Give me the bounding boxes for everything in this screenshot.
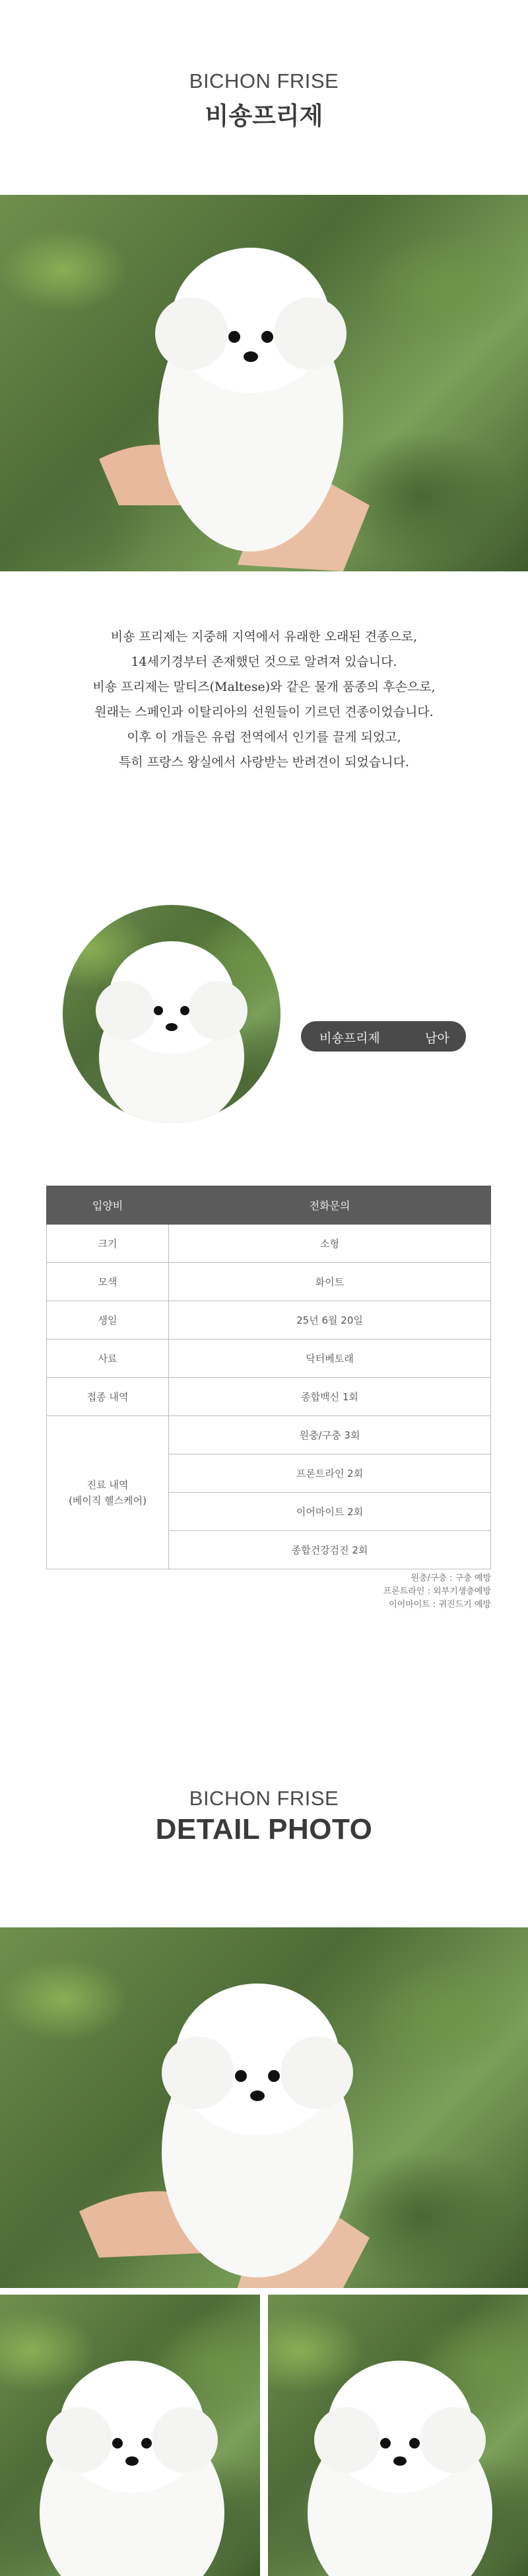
info-table: [46, 1186, 491, 1569]
intro-line: 비숑 프리제는 말티즈(Maltese)와 같은 물개 품종의 후손으로,: [92, 680, 436, 694]
dog-illustration: [63, 905, 280, 1123]
detail-dog-photo-right: [268, 2295, 528, 2576]
row-value: 25년 6월 20일: [169, 1301, 491, 1340]
detail-subtitle: BICHON FRISE: [189, 1787, 339, 1810]
intro-line: 원래는 스페인과 이탈리아의 선원들이 기르던 견종이었습니다.: [94, 705, 434, 719]
row-label: 접종 내역: [47, 1378, 169, 1416]
header-subtitle: BICHON FRISE: [189, 69, 339, 92]
row-value: 닥터베토래: [169, 1340, 491, 1378]
table-row: [47, 1263, 491, 1301]
medical-value: 프론트라인 2회: [169, 1454, 491, 1493]
row-label: 생일: [47, 1301, 169, 1340]
medical-label: [47, 1416, 169, 1569]
header-title: 비숑프리제: [205, 102, 323, 130]
dog-illustration: [0, 1927, 528, 2288]
intro-text: [0, 624, 528, 775]
detail-title: DETAIL PHOTO: [155, 1813, 373, 1845]
intro-line: 특히 프랑스 왕실에서 사랑받는 반려견이 되었습니다.: [118, 755, 410, 769]
dog-illustration: [0, 2295, 260, 2576]
medical-value: 원충/구충 3회: [169, 1416, 491, 1454]
table-row: [47, 1378, 491, 1416]
medical-label-line: 진료 내역: [86, 1478, 129, 1491]
medical-label-line: (베이직 헬스케어): [69, 1494, 147, 1507]
note-line: 원충/구충 : 구충 예방: [411, 1573, 491, 1583]
profile-dog-photo: [63, 905, 280, 1123]
table-header-row: [47, 1186, 491, 1225]
intro-line: 이후 이 개들은 유럽 전역에서 인기를 끌게 되었고,: [127, 730, 401, 744]
note-line: 프론트라인 : 외부기생충예방: [383, 1587, 491, 1596]
gender-label: 남아: [425, 1031, 449, 1046]
intro-line: 14세기경부터 존재했던 것으로 알려져 있습니다.: [131, 655, 397, 669]
table-row: [47, 1416, 491, 1454]
row-label: 크기: [47, 1225, 169, 1263]
hero-dog-photo: [0, 195, 528, 571]
dog-illustration: [268, 2295, 528, 2576]
row-value: 화이트: [169, 1263, 491, 1301]
header-adoption-fee: 입양비: [47, 1186, 169, 1225]
medical-value: 이어마이트 2회: [169, 1493, 491, 1531]
row-label: 모색: [47, 1263, 169, 1301]
table-row: [47, 1225, 491, 1263]
header-phone-inquiry: 전화문의: [169, 1186, 491, 1225]
profile-badge: [301, 1021, 466, 1052]
medical-value: 종합건강검진 2회: [169, 1531, 491, 1569]
note-line: 이어마이트 : 귀진드기 예방: [389, 1600, 491, 1610]
detail-dog-photo-left: [0, 2295, 260, 2576]
table-row: [47, 1301, 491, 1340]
row-value: 종합백신 1회: [169, 1378, 491, 1416]
row-label: 사료: [47, 1340, 169, 1378]
dog-illustration: [0, 195, 528, 571]
row-value: 소형: [169, 1225, 491, 1263]
intro-line: 비숑 프리제는 지중해 지역에서 유래한 오래된 견종으로,: [110, 629, 418, 644]
table-row: [47, 1340, 491, 1378]
breed-label: 비숑프리제: [319, 1031, 380, 1046]
table-notes: [383, 1572, 491, 1612]
detail-dog-photo-large: [0, 1927, 528, 2288]
